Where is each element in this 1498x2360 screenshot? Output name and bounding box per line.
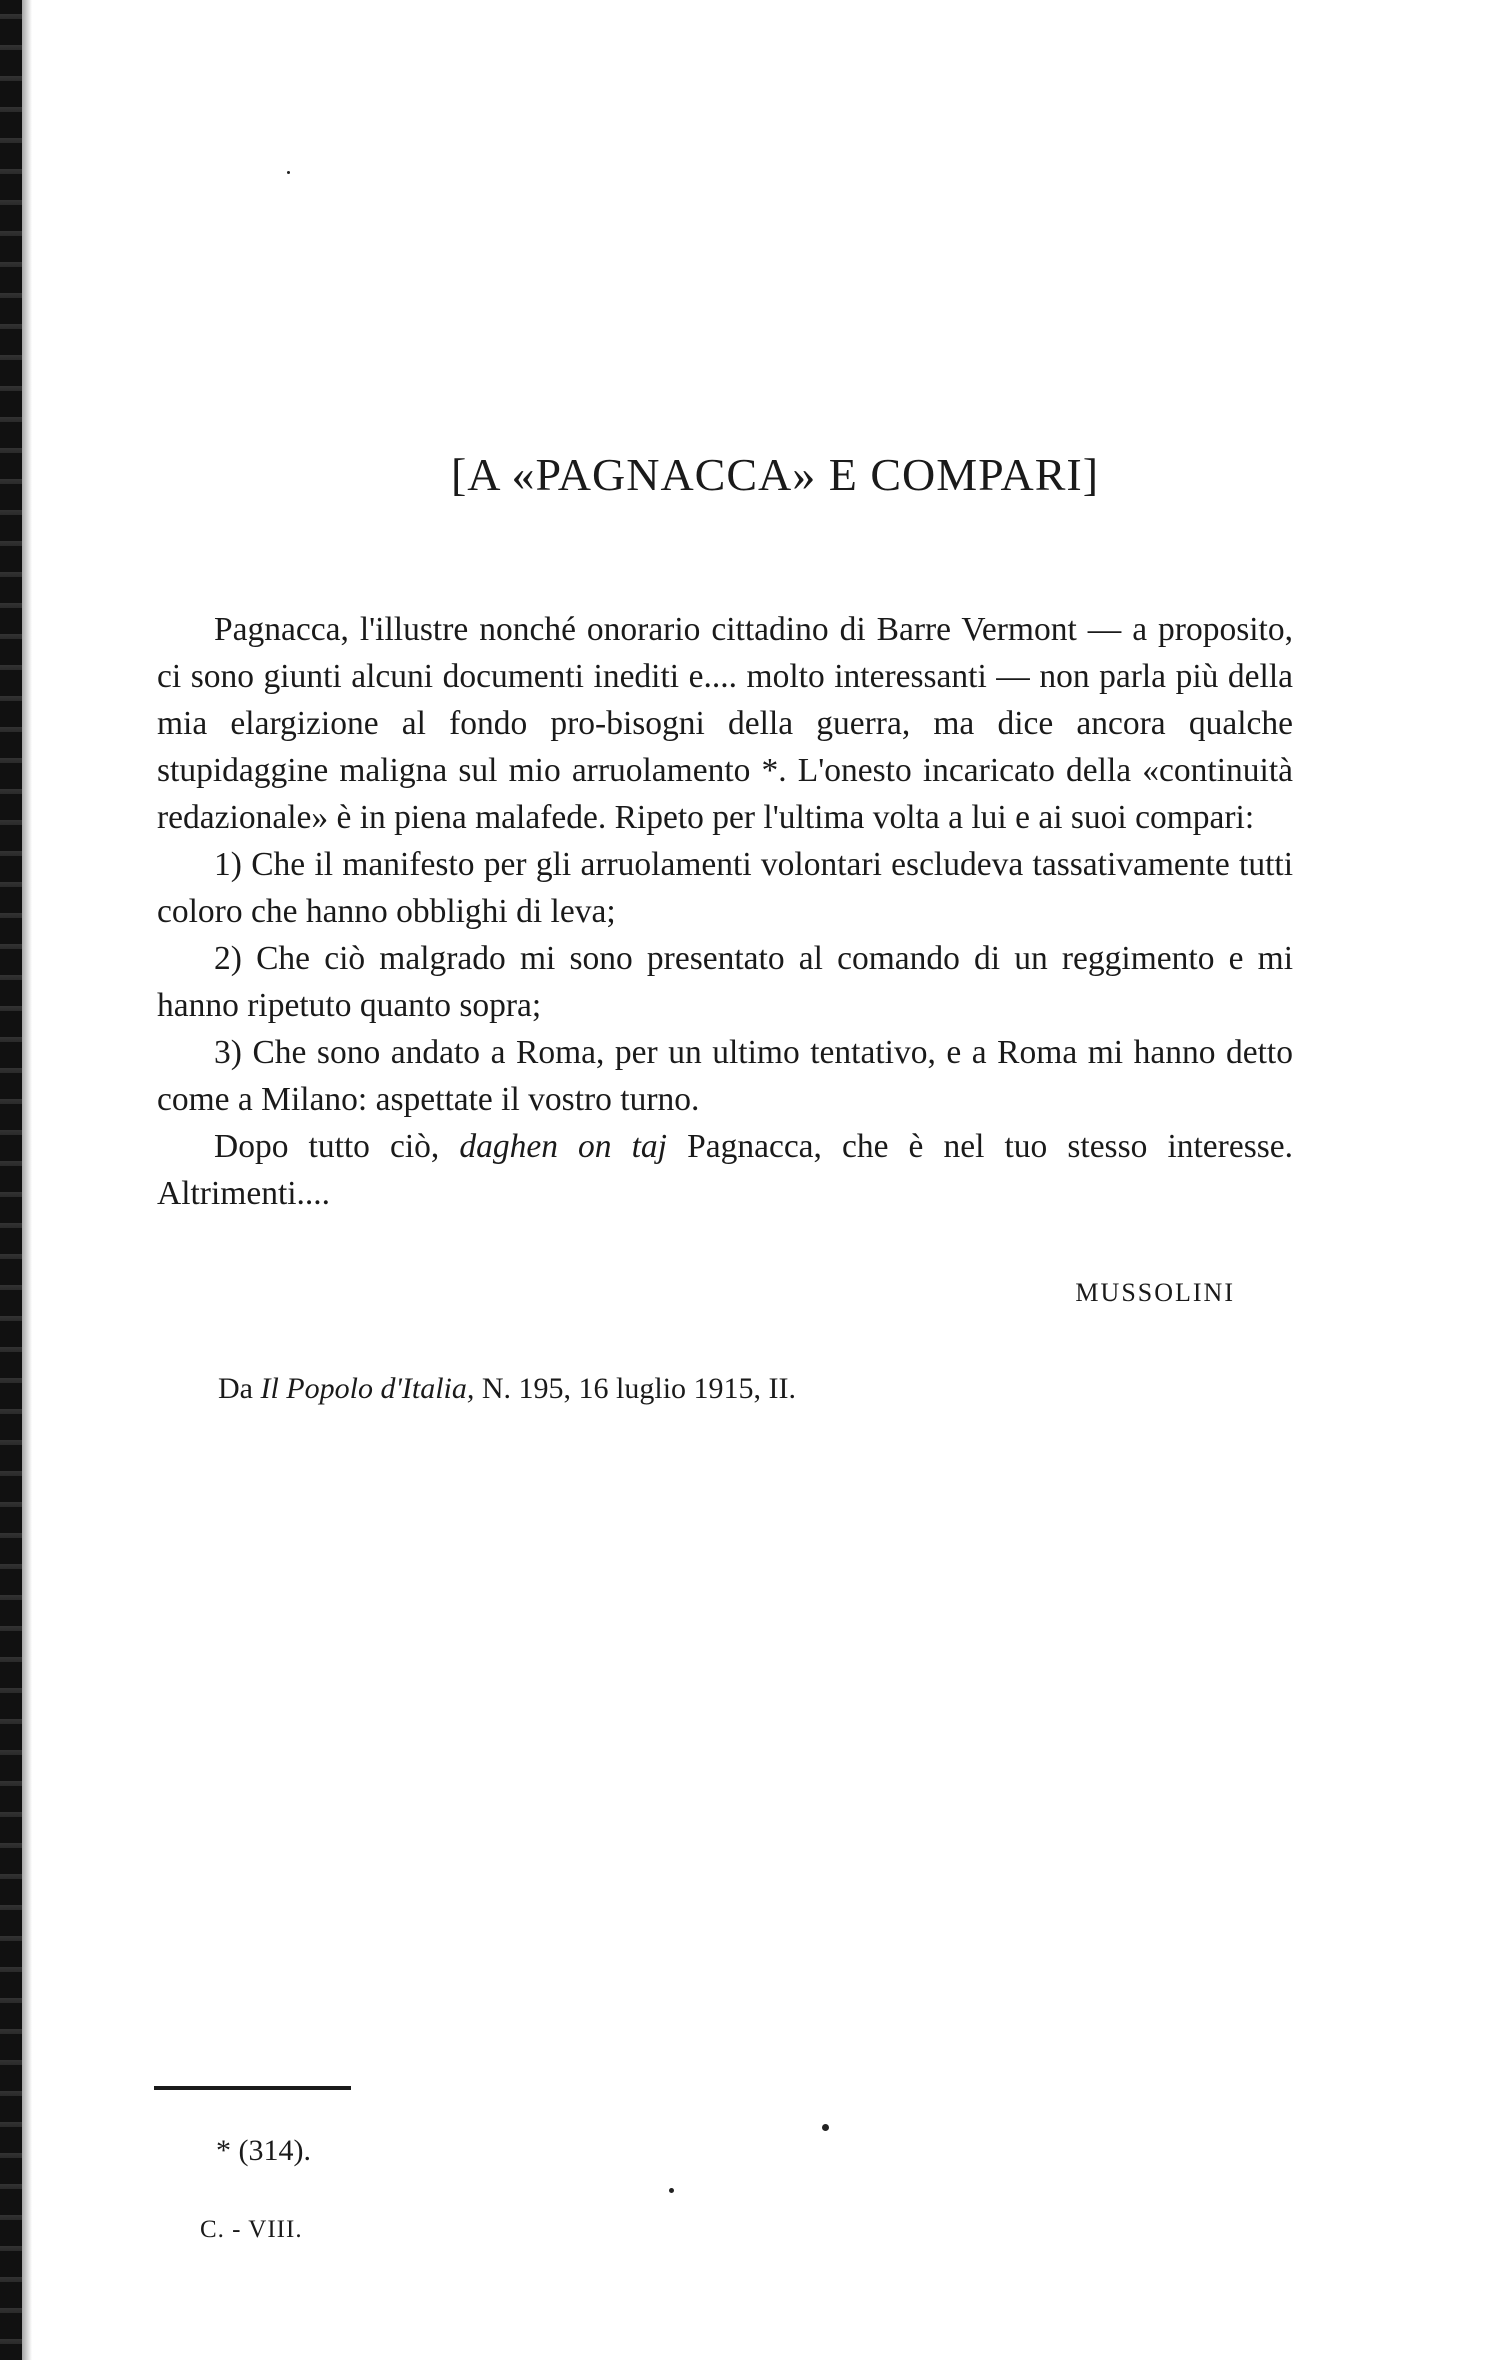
printer-signature-mark: C. - VIII.	[200, 2216, 303, 2243]
author-signature: MUSSOLINI	[1075, 1278, 1235, 1307]
paragraph-closing	[157, 1123, 1293, 1217]
print-speck	[822, 2124, 829, 2131]
source-details: N. 195, 16 luglio 1915, II.	[481, 1372, 797, 1405]
source-publication: Il Popolo d'Italia,	[260, 1372, 475, 1405]
source-prefix: Da	[218, 1372, 253, 1405]
page-binding-edge	[0, 0, 22, 2360]
print-speck	[287, 171, 290, 174]
source-citation	[218, 1372, 796, 1406]
page-title: [A «PAGNACCA» E COMPARI]	[450, 449, 1100, 500]
footnote: * (314).	[216, 2134, 311, 2167]
list-item-1-number: 1)	[214, 846, 242, 883]
list-item-3	[157, 1029, 1293, 1123]
list-item-1	[157, 841, 1293, 935]
list-item-2-number: 2)	[214, 940, 242, 977]
list-item-2-text: Che ciò malgrado mi sono presentato al comando di un reggimento e mi hanno ripetuto quanto sopra;	[157, 940, 1294, 1024]
footnote-divider	[154, 2086, 351, 2090]
list-item-3-text: Che sono andato a Roma, per un ultimo tentativo, e a Roma mi hanno detto come a Milano: aspettate il vostro turno.	[157, 1034, 1293, 1118]
list-item-1-text: Che il manifesto per gli arruolamenti volontari escludeva tassativamente tutti coloro che hanno obblighi di leva;	[157, 846, 1294, 930]
list-item-2	[157, 935, 1293, 1029]
closing-text-before: Dopo tutto ciò,	[214, 1128, 440, 1165]
closing-italic-phrase: daghen on taj	[459, 1128, 667, 1165]
print-speck	[669, 2188, 674, 2193]
paragraph-intro: Pagnacca, l'illustre nonché onorario cittadino di Barre Vermont — a proposito, ci sono giunti alcuni documenti inediti e.... molto interessanti — non parla più della mia elargizione al fondo pro-bisogni della guerra, ma dice ancora qualche stupidaggine maligna sul mio arruolamento *. L'onesto incaricato della «continuità redazionale» è in piena malafede. Ripeto per l'ultima volta a lui e ai suoi compari:	[157, 611, 1293, 836]
binding-shadow	[22, 0, 32, 2360]
article-body	[157, 606, 1293, 1217]
closing-text-after: Pagnacca, che è nel tuo stesso interesse. Altrimenti....	[157, 1128, 1294, 1212]
list-item-3-number: 3)	[214, 1034, 242, 1071]
